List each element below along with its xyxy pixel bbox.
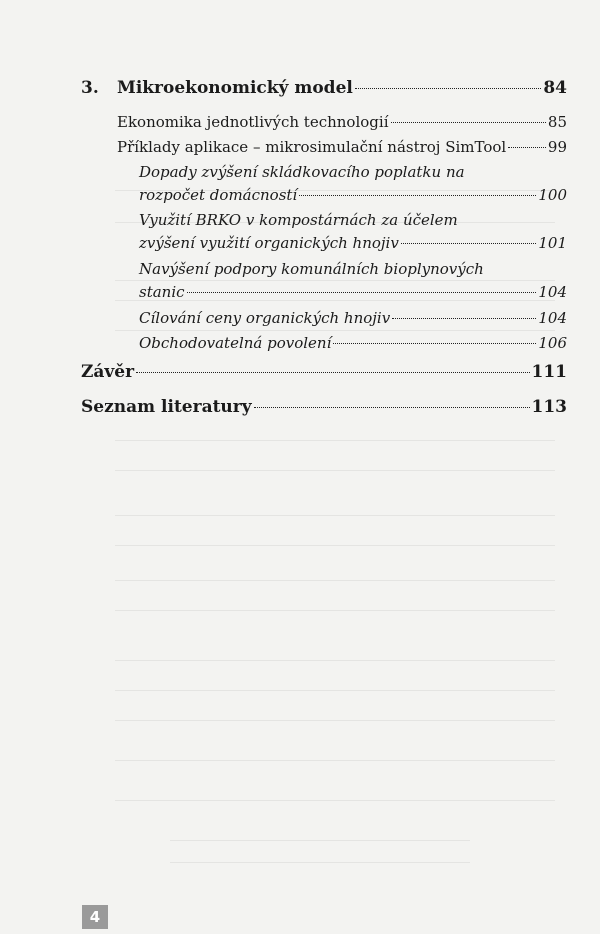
toc-entry-dopady[interactable] [139, 186, 567, 204]
subsection-title-line1: Navýšení podpory komunálních bioplynových [139, 260, 484, 278]
toc-entry-priklady[interactable] [117, 138, 567, 156]
dot-leader [392, 318, 536, 319]
page-number-badge: 4 [82, 905, 108, 929]
toc-entry-cilovani[interactable] [139, 309, 567, 327]
dot-leader [333, 343, 536, 344]
toc-entry-seznam-literatury[interactable] [81, 397, 567, 417]
chapter-title: Závěr [81, 362, 135, 382]
section-title: Ekonomika jednotlivých technologií [117, 113, 389, 131]
dot-leader [391, 122, 546, 123]
dot-leader [355, 88, 541, 89]
dot-leader [401, 243, 537, 244]
chapter-title: Mikroekonomický model [117, 78, 353, 98]
subsection-title-line2: stanic [139, 283, 185, 301]
dot-leader [254, 407, 530, 408]
chapter-page: 111 [531, 362, 567, 382]
subsection-title-line2: rozpočet domácností [139, 186, 298, 204]
dot-leader [299, 195, 536, 196]
section-page: 99 [547, 138, 567, 156]
chapter-title: Seznam literatury [81, 397, 252, 417]
chapter-page: 113 [531, 397, 567, 417]
subsection-title: Cílování ceny organických hnojiv [139, 309, 391, 327]
dot-leader [187, 292, 537, 293]
subsection-title-line2: zvýšení využití organických hnojiv [139, 234, 399, 252]
section-page: 85 [547, 113, 567, 131]
subsection-page: 101 [538, 234, 567, 252]
toc-entry-chapter-3[interactable] [81, 78, 567, 98]
subsection-page: 104 [538, 309, 567, 327]
chapter-number: 3. [81, 78, 99, 98]
toc-entry-vyuziti-brko[interactable] [139, 234, 567, 252]
toc-entry-obchodovatelna[interactable] [139, 334, 567, 352]
subsection-title-line1: Využití BRKO v kompostárnách za účelem [139, 211, 458, 229]
toc-entry-ekonomika[interactable] [117, 113, 567, 131]
subsection-title: Obchodovatelná povolení [139, 334, 332, 352]
chapter-page: 84 [543, 78, 567, 98]
subsection-page: 100 [538, 186, 567, 204]
toc-entry-zaver[interactable] [81, 362, 567, 382]
subsection-page: 106 [538, 334, 567, 352]
dot-leader [136, 372, 529, 373]
dot-leader [508, 147, 546, 148]
subsection-page: 104 [538, 283, 567, 301]
subsection-title-line1: Dopady zvýšení skládkovacího poplatku na [139, 163, 465, 181]
section-title: Příklady aplikace – mikrosimulační nástroj SimTool [117, 138, 507, 156]
toc-entry-navyseni[interactable] [139, 283, 567, 301]
